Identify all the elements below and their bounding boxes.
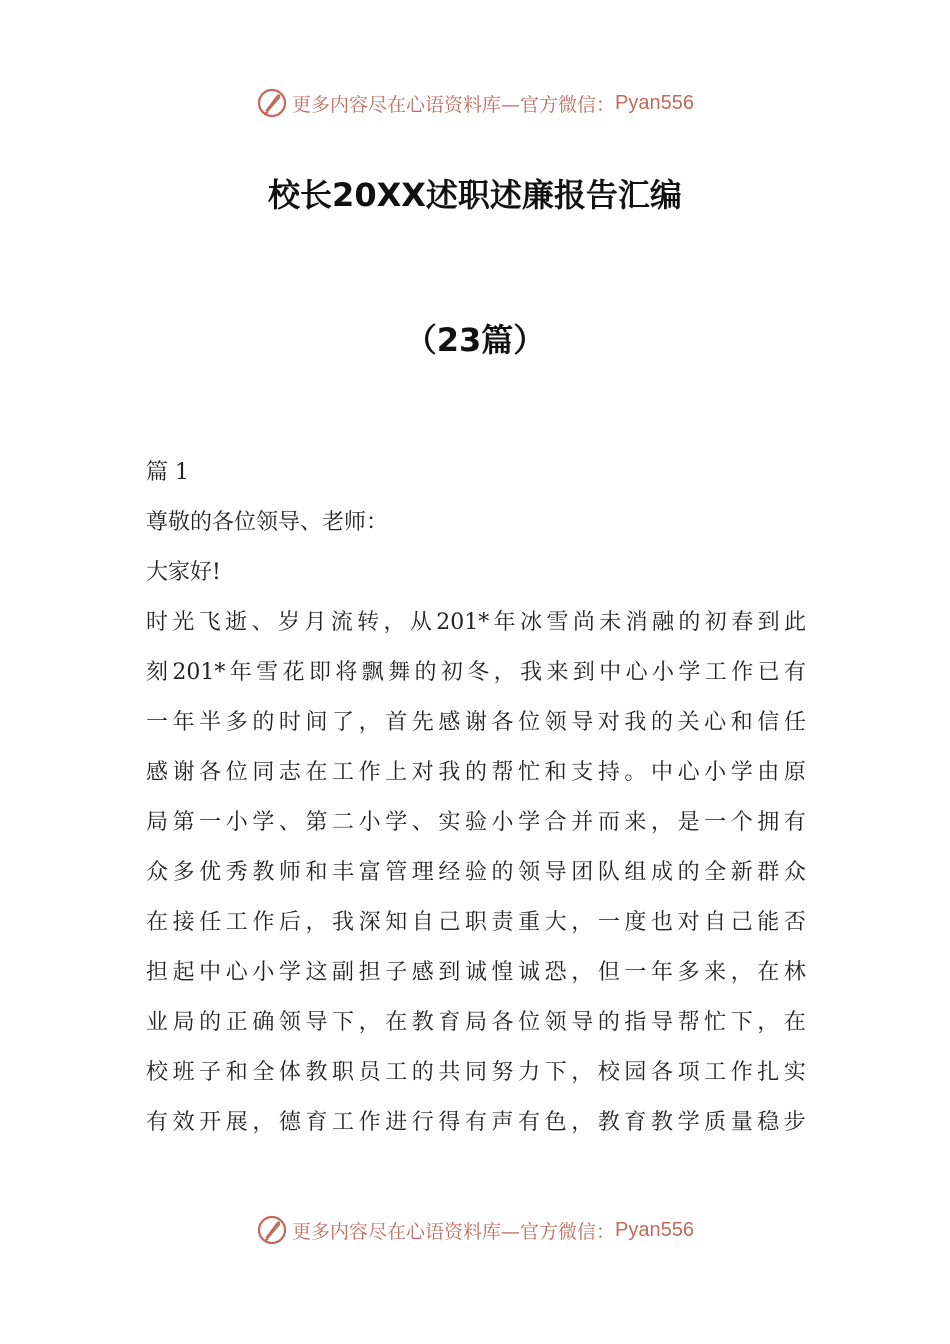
salutation: 尊敬的各位领导、老师： — [146, 510, 389, 535]
paragraph-line: 感 谢 各 位 同 志 在 工 作 上 对 我 的 帮 忙 和 支 持 。 中 心 小 学 由 原 — [146, 760, 806, 785]
paragraph — [146, 598, 806, 1148]
paragraph-line: 担 起 中 心 小 学 这 副 担 子 感 到 诚 惶 诚 恐 ， 但 一 年 多 来 ， 在 林 — [146, 960, 806, 985]
banner-text: 更多内容尽在心语资料库—官方微信： — [292, 93, 616, 116]
document-title: 校长20XX述职述廉报告汇编 — [268, 176, 682, 214]
paragraph-line: 校 班 子 和 全 体 教 职 员 工 的 共 同 努 力 下 ， 校 园 各 项 工 作 扎 实 — [146, 1060, 806, 1085]
header-banner — [0, 83, 950, 123]
quill-pen-logo-icon — [256, 1214, 288, 1246]
paragraph-line: 有 效 开 展 ， 德 育 工 作 进 行 得 有 声 有 色 ， 教 育 教 学 质 量 稳 步 — [146, 1110, 806, 1135]
greeting: 大家好! — [146, 560, 221, 585]
paragraph-line: 业 局 的 正 确 领 导 下 ， 在 教 育 局 各 位 领 导 的 指 导 帮 忙 下 ， 在 — [146, 1010, 806, 1035]
paragraph-line: 在 接 任 工 作 后 ， 我 深 知 自 己 职 责 重 大 ， 一 度 也 对 自 己 能 否 — [146, 910, 806, 935]
quill-pen-logo-icon — [256, 87, 288, 119]
wechat-id: Pyan556 — [615, 91, 694, 114]
section-label: 篇 1 — [146, 460, 189, 485]
paragraph-line: 众 多 优 秀 教 师 和 丰 富 管 理 经 验 的 领 导 团 队 组 成 的 全 新 群 众 — [146, 860, 806, 885]
paragraph-line: 局 第 一 小 学 、 第 二 小 学 、 实 验 小 学 合 并 而 来 ， 是 一 个 拥 有 — [146, 810, 806, 835]
document-subtitle: （23篇） — [404, 321, 546, 359]
wechat-id: Pyan556 — [615, 1218, 694, 1241]
banner-text: 更多内容尽在心语资料库—官方微信： — [292, 1220, 616, 1243]
paragraph-line: 一 年 半 多 的 时 间 了 ， 首 先 感 谢 各 位 领 导 对 我 的 关 心 和 信 任 — [146, 710, 806, 735]
paragraph-line: 刻 201* 年 雪 花 即 将 飘 舞 的 初 冬 ， 我 来 到 中 心 小 学 工 作 已 有 — [146, 660, 806, 685]
footer-banner — [0, 1210, 950, 1250]
document-body — [146, 448, 806, 1148]
paragraph-line: 时 光 飞 逝 、 岁 月 流 转 ， 从 201* 年 冰 雪 尚 未 消 融 的 初 春 到 此 — [146, 610, 806, 635]
